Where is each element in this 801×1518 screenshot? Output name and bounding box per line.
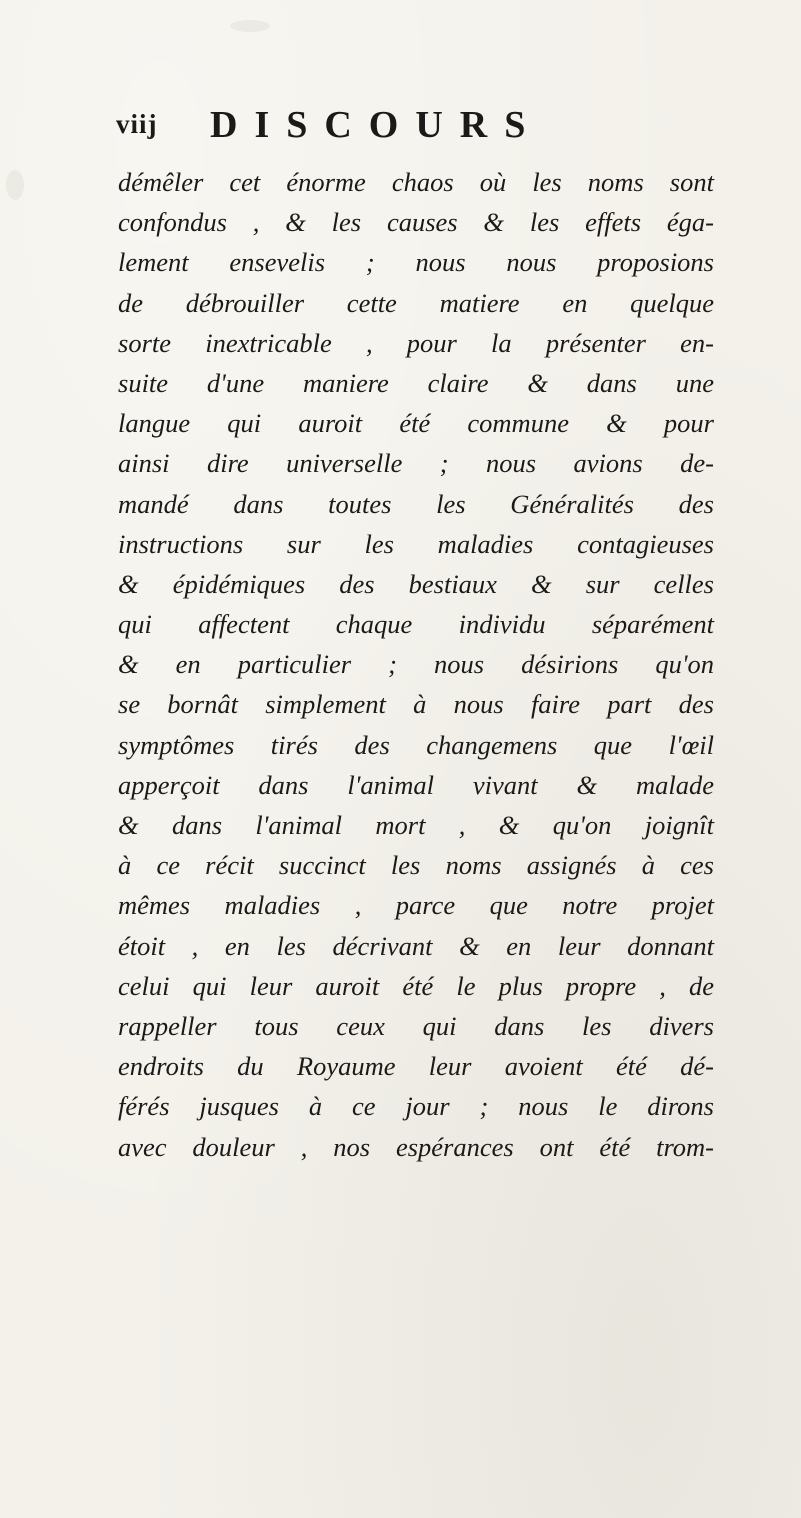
text-line: & dans l'animal mort , & qu'on joignît — [118, 810, 714, 840]
text-line: & en particulier ; nous désirions qu'on — [118, 649, 714, 680]
text-line: mêmes maladies , parce que notre projet — [118, 890, 714, 921]
text-line: férés jusques à ce jour ; nous le dirons — [118, 1091, 714, 1122]
running-title: DISCOURS — [210, 104, 543, 146]
running-head — [116, 103, 716, 151]
text-line: à ce récit succinct les noms assignés à ces — [118, 850, 714, 881]
text-line: qui affectent chaque individu séparément — [118, 609, 714, 640]
text-line: étoit , en les décrivant & en leur donnant — [118, 930, 714, 961]
text-line: ainsi dire universelle ; nous avions de- — [118, 448, 714, 479]
text-line: & épidémiques des bestiaux & sur celles — [118, 568, 714, 599]
text-line: avec douleur , nos espérances ont été trom- — [118, 1131, 714, 1162]
text-line: démêler cet énorme chaos où les noms sont — [118, 167, 714, 197]
text-line: mandé dans toutes les Généralités des — [118, 488, 714, 519]
paper-stain — [230, 20, 270, 32]
text-line: instructions sur les maladies contagieuses — [118, 528, 714, 559]
text-line: langue qui auroit été commune & pour — [118, 408, 714, 439]
text-line: lement ensevelis ; nous nous proposions — [118, 247, 714, 278]
text-line: celui qui leur auroit été le plus propre , de — [118, 970, 714, 1001]
text-line: apperçoit dans l'animal vivant & malade — [118, 769, 714, 800]
text-line: symptômes tirés des changemens que l'œil — [118, 729, 714, 760]
body-text — [118, 162, 714, 1167]
text-line: sorte inextricable , pour la présenter en- — [118, 327, 714, 358]
text-line: rappeller tous ceux qui dans les divers — [118, 1010, 714, 1041]
text-line: de débrouiller cette matiere en quelque — [118, 287, 714, 318]
page-number: viij — [116, 109, 158, 139]
paper-stain — [6, 170, 24, 200]
text-line: confondus , & les causes & les effets éga- — [118, 207, 714, 238]
text-line: endroits du Royaume leur avoient été dé- — [118, 1051, 714, 1082]
text-line: se bornât simplement à nous faire part des — [118, 689, 714, 720]
text-line: suite d'une maniere claire & dans une — [118, 367, 714, 398]
